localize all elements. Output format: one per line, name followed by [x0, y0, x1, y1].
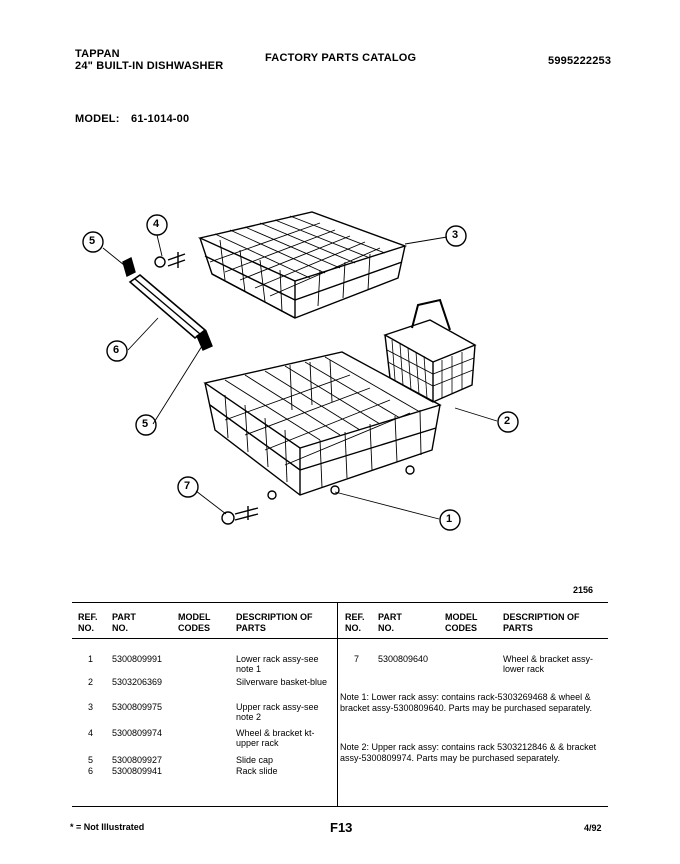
table-top-rule: [72, 602, 608, 603]
model-value: 61-1014-00: [131, 113, 190, 125]
callout-3: 3: [452, 229, 459, 241]
row-3-desc: Upper rack assy-see note 2: [236, 702, 319, 722]
row-7-part: 5300809640: [378, 654, 429, 664]
row-4-part: 5300809974: [112, 728, 163, 738]
row-7-desc: Wheel & bracket assy-lower rack: [503, 654, 594, 674]
table-header-rule: [72, 638, 608, 639]
not-illustrated-legend: * = Not Illustrated: [70, 822, 145, 832]
col-model-codes-right: MODEL CODES: [445, 612, 478, 633]
col-model-codes-left: MODEL CODES: [178, 612, 211, 633]
row-3-part: 5300809975: [112, 702, 163, 712]
slide-cap-top-drawing: [123, 258, 135, 276]
col-description-right: DESCRIPTION OF PARTS: [503, 612, 580, 633]
catalog-number: 5995222253: [548, 55, 612, 67]
brand-name: TAPPAN: [75, 48, 120, 60]
row-4-desc: Wheel & bracket kt-upper rack: [236, 728, 315, 748]
row-5-desc: Slide cap: [236, 755, 274, 765]
revision-date: 4/92: [584, 823, 602, 833]
callout-1: 1: [446, 513, 453, 525]
silverware-basket-drawing: [385, 300, 475, 402]
model-label: MODEL:: [75, 113, 120, 125]
row-3-ref: 3: [88, 702, 94, 712]
figure-number: 2156: [573, 585, 594, 595]
lower-rack-drawing: [205, 352, 440, 499]
row-4-ref: 4: [88, 728, 94, 738]
note-1: Note 1: Lower rack assy: contains rack-5303269468 & wheel & bracket assy-5300809640. Parts may be purchased separately.: [340, 692, 592, 713]
catalog-title: FACTORY PARTS CATALOG: [265, 52, 417, 64]
row-2-desc: Silverware basket-blue: [236, 677, 328, 687]
col-part-no-left: PART NO.: [112, 612, 136, 633]
row-1-ref: 1: [88, 654, 94, 664]
row-6-part: 5300809941: [112, 766, 163, 776]
callout-7: 7: [184, 480, 191, 492]
col-part-no-right: PART NO.: [378, 612, 402, 633]
row-5-ref: 5: [88, 755, 94, 765]
callout-6: 6: [113, 344, 120, 356]
product-name: 24" BUILT-IN DISHWASHER: [75, 60, 224, 72]
row-2-part: 5303206369: [112, 677, 163, 687]
callout-5-top: 5: [89, 235, 96, 247]
callout-4: 4: [153, 218, 160, 230]
col-ref-no-left: REF. NO.: [78, 612, 98, 633]
row-6-desc: Rack slide: [236, 766, 278, 776]
page-number: F13: [330, 820, 353, 835]
wheel-bracket-upper-drawing: [155, 252, 185, 268]
row-5-part: 5300809927: [112, 755, 163, 765]
col-description-left: DESCRIPTION OF PARTS: [236, 612, 313, 633]
row-6-ref: 6: [88, 766, 94, 776]
callout-2: 2: [504, 415, 511, 427]
col-ref-no-right: REF. NO.: [345, 612, 365, 633]
row-1-desc: Lower rack assy-see note 1: [236, 654, 319, 674]
rack-slide-drawing: [130, 275, 205, 338]
upper-rack-drawing: [200, 212, 405, 318]
callout-5-bottom: 5: [142, 418, 149, 430]
wheel-bracket-lower-drawing: [222, 506, 258, 524]
note-2: Note 2: Upper rack assy: contains rack 5303212846 & & bracket assy-5300809974. Parts may be purchased separately.: [340, 742, 597, 763]
row-1-part: 5300809991: [112, 654, 163, 664]
table-bottom-rule: [72, 806, 608, 807]
table-center-divider: [337, 602, 338, 806]
row-2-ref: 2: [88, 677, 94, 687]
row-7-ref: 7: [354, 654, 360, 664]
